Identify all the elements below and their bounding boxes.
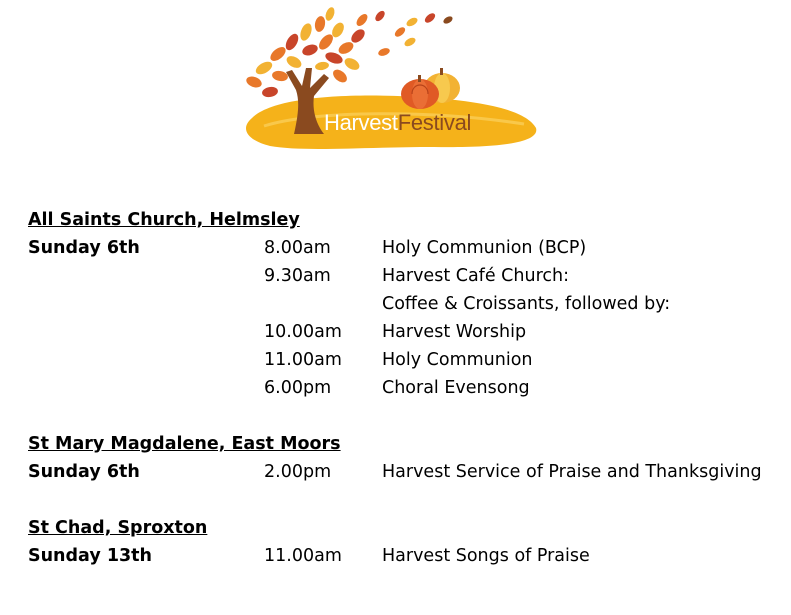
section-spacer [28,486,788,514]
service-time: 9.30am [264,266,331,286]
church-name: St Chad, Sproxton [28,518,208,538]
logo-word-harvest: Harvest [324,110,398,135]
service-row [28,542,788,570]
service-row [28,346,788,374]
service-day: Sunday 13th [28,546,152,566]
service-row [28,374,788,402]
service-event: Coffee & Croissants, followed by: [382,294,671,314]
service-time: 8.00am [264,238,331,258]
service-event: Harvest Songs of Praise [382,546,590,566]
section-spacer [28,402,788,430]
service-time: 11.00am [264,350,342,370]
service-day: Sunday 6th [28,238,140,258]
logo-wordmark [324,110,471,136]
service-schedule [28,206,788,570]
service-day: Sunday 6th [28,462,140,482]
harvest-festival-logo [234,6,540,158]
logo-word-festival: Festival [397,110,472,135]
service-row [28,318,788,346]
church-section-east-moors [28,430,788,486]
service-time: 6.00pm [264,378,332,398]
service-row [28,290,788,318]
service-event: Holy Communion [382,350,533,370]
service-event: Choral Evensong [382,378,530,398]
service-event: Harvest Café Church: [382,266,569,286]
service-time: 11.00am [264,546,342,566]
church-name: All Saints Church, Helmsley [28,210,300,230]
service-time: 10.00am [264,322,342,342]
service-time: 2.00pm [264,462,332,482]
service-event: Harvest Service of Praise and Thanksgiving [382,462,762,482]
service-row [28,262,788,290]
service-event: Harvest Worship [382,322,527,342]
service-row [28,234,788,262]
church-section-helmsley [28,206,788,402]
church-section-sproxton [28,514,788,570]
church-name: St Mary Magdalene, East Moors [28,434,341,454]
service-event: Holy Communion (BCP) [382,238,587,258]
service-row [28,458,788,486]
